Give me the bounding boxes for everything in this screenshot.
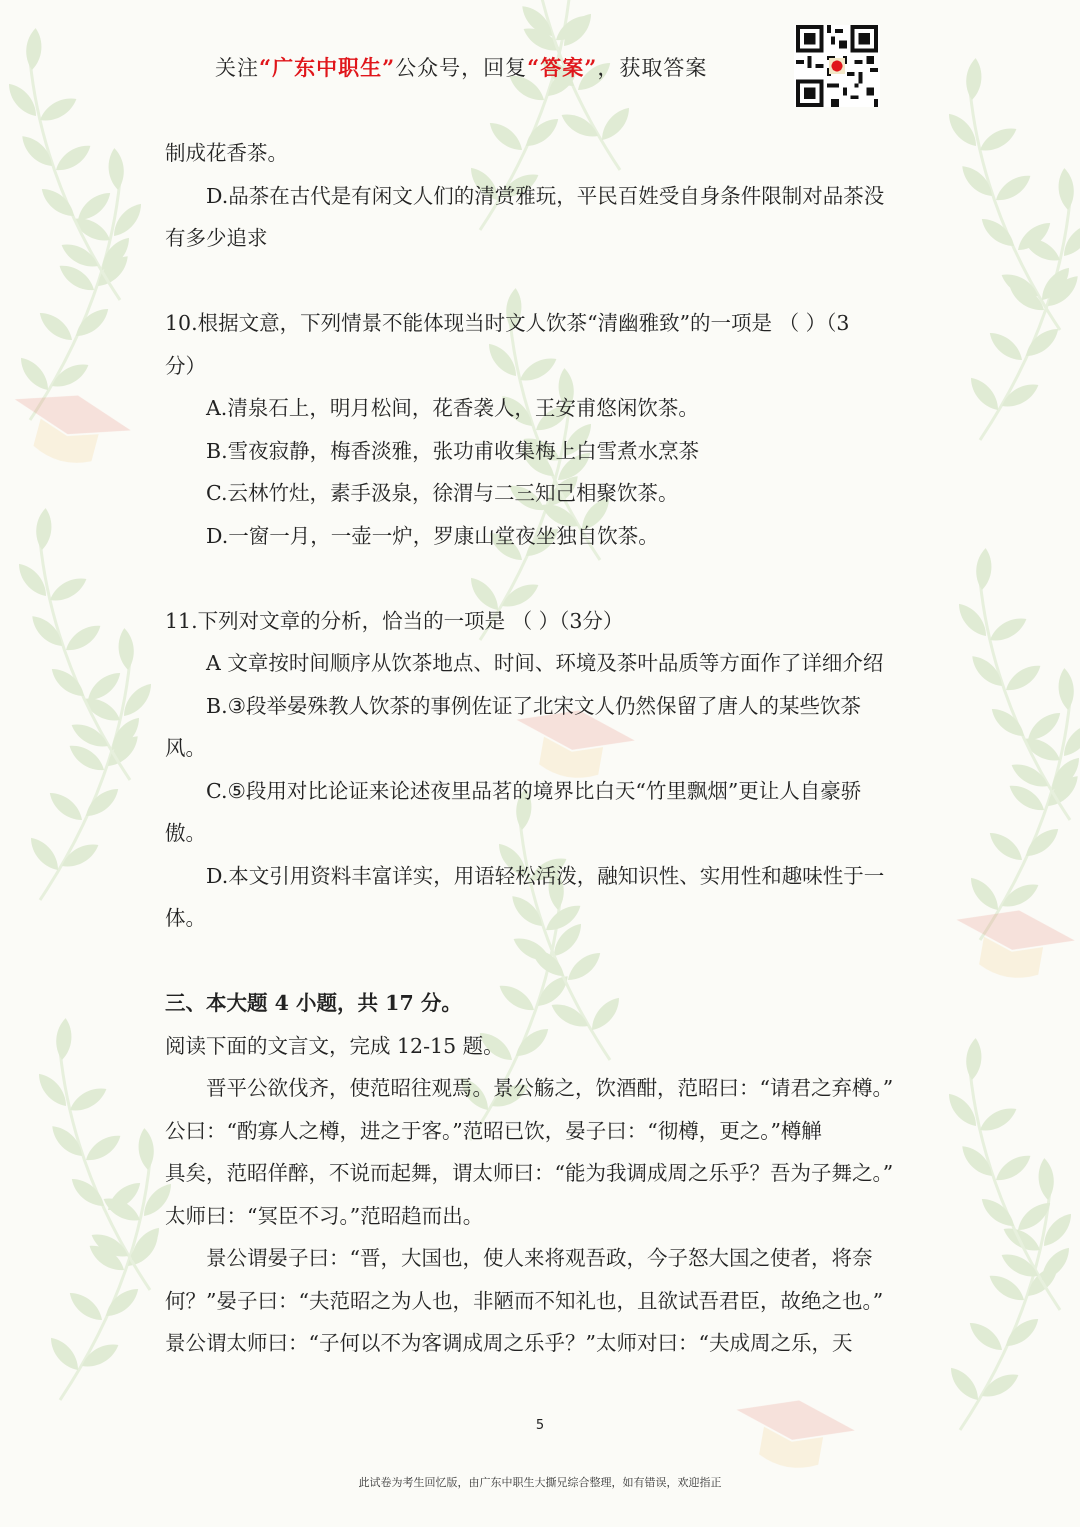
- question-11-option-c-cont: 傲。: [165, 821, 206, 845]
- question-11-option-b-cont: 风。: [165, 736, 206, 760]
- passage-line: 何？”晏子曰：“夫范昭之为人也，非陋而不知礼也，且欲试吾君臣，故绝之也。”: [165, 1288, 884, 1313]
- text-line: 制成花香茶。: [165, 141, 288, 165]
- promo-prefix: 关注: [215, 56, 259, 80]
- question-11: 11.下列对文章的分析，恰当的一项是 （ ）（3分）: [165, 608, 624, 633]
- passage-line: 太师曰：“冥臣不习。”范昭趋而出。: [165, 1203, 484, 1228]
- qr-code-icon[interactable]: [794, 25, 880, 107]
- question-10-score: 分）: [165, 353, 206, 378]
- passage-line: 公曰：“酌寡人之樽，进之于客。”范昭已饮，晏子曰：“彻樽，更之。”樽觯: [165, 1118, 822, 1143]
- question-10: 10.根据文意，下列情景不能体现当时文人饮茶“清幽雅致”的一项是 （ ）（3: [165, 311, 850, 335]
- section-heading: 三、本大题 4 小题，共 17 分。: [165, 991, 462, 1015]
- promo-text: [215, 52, 707, 82]
- spacer: [165, 940, 920, 983]
- page-number: 5: [535, 1418, 545, 1433]
- passage-line: 景公谓晏子曰：“晋，大国也，使人来将观吾政，今子怒大国之使者，将奈: [206, 1246, 873, 1270]
- account-name: “广东中职生”: [259, 55, 396, 80]
- promo-header: [0, 0, 1080, 120]
- exam-content: [165, 132, 920, 1365]
- promo-middle: 公众号，回复: [395, 56, 528, 80]
- passage-line: 晋平公欲伐齐，使范昭往观焉。景公觞之，饮酒酣，范昭曰：“请君之弃樽。”: [206, 1076, 894, 1100]
- question-11-option-c: C.⑤段用对比论证来论述夜里品茗的境界比白天“竹里飘烟”更让人自豪骄: [206, 778, 862, 803]
- option-d-line: D.品茶在古代是有闲文人们的清赏雅玩，平民百姓受自身条件限制对品茶没: [206, 183, 885, 208]
- question-10-option-d: D.一窗一月，一壶一炉，罗康山堂夜坐独自饮茶。: [206, 523, 659, 548]
- reading-instruction: 阅读下面的文言文，完成 12-15 题。: [165, 1033, 504, 1058]
- spacer: [165, 260, 920, 303]
- passage-line: 具矣，范昭佯醉，不说而起舞，谓太师曰：“能为我调成周之乐乎？吾为子舞之。”: [165, 1161, 894, 1185]
- reply-keyword: “答案”: [527, 55, 598, 80]
- spacer: [165, 557, 920, 600]
- footer-note: 此试卷为考生回忆版，由广东中职生大撕兄综合整理，如有错误，欢迎指正: [358, 1476, 722, 1489]
- question-11-option-b: B.③段举晏殊教人饮茶的事例佐证了北宋文人仍然保留了唐人的某些饮茶: [206, 693, 861, 718]
- question-11-option-a: A 文章按时间顺序从饮茶地点、时间、环境及茶叶品质等方面作了详细介绍: [206, 651, 884, 675]
- text-line: 有多少追求: [165, 226, 268, 250]
- question-10-option-c: C.云林竹灶，素手汲泉，徐渭与二三知己相聚饮茶。: [206, 481, 679, 505]
- question-10-option-b: B.雪夜寂静，梅香淡雅，张功甫收集梅上白雪煮水烹茶: [206, 438, 700, 463]
- promo-suffix: ，获取答案: [597, 56, 708, 80]
- passage-line: 景公谓太师曰：“子何以不为客调成周之乐乎？”太师对曰：“夫成周之乐，天: [165, 1331, 853, 1355]
- question-11-option-d: D.本文引用资料丰富详实，用语轻松活泼，融知识性、实用性和趣味性于一: [206, 863, 885, 888]
- question-11-option-d-cont: 体。: [165, 906, 206, 930]
- question-10-option-a: A.清泉石上，明月松间，花香袭人，王安甫悠闲饮茶。: [206, 396, 699, 420]
